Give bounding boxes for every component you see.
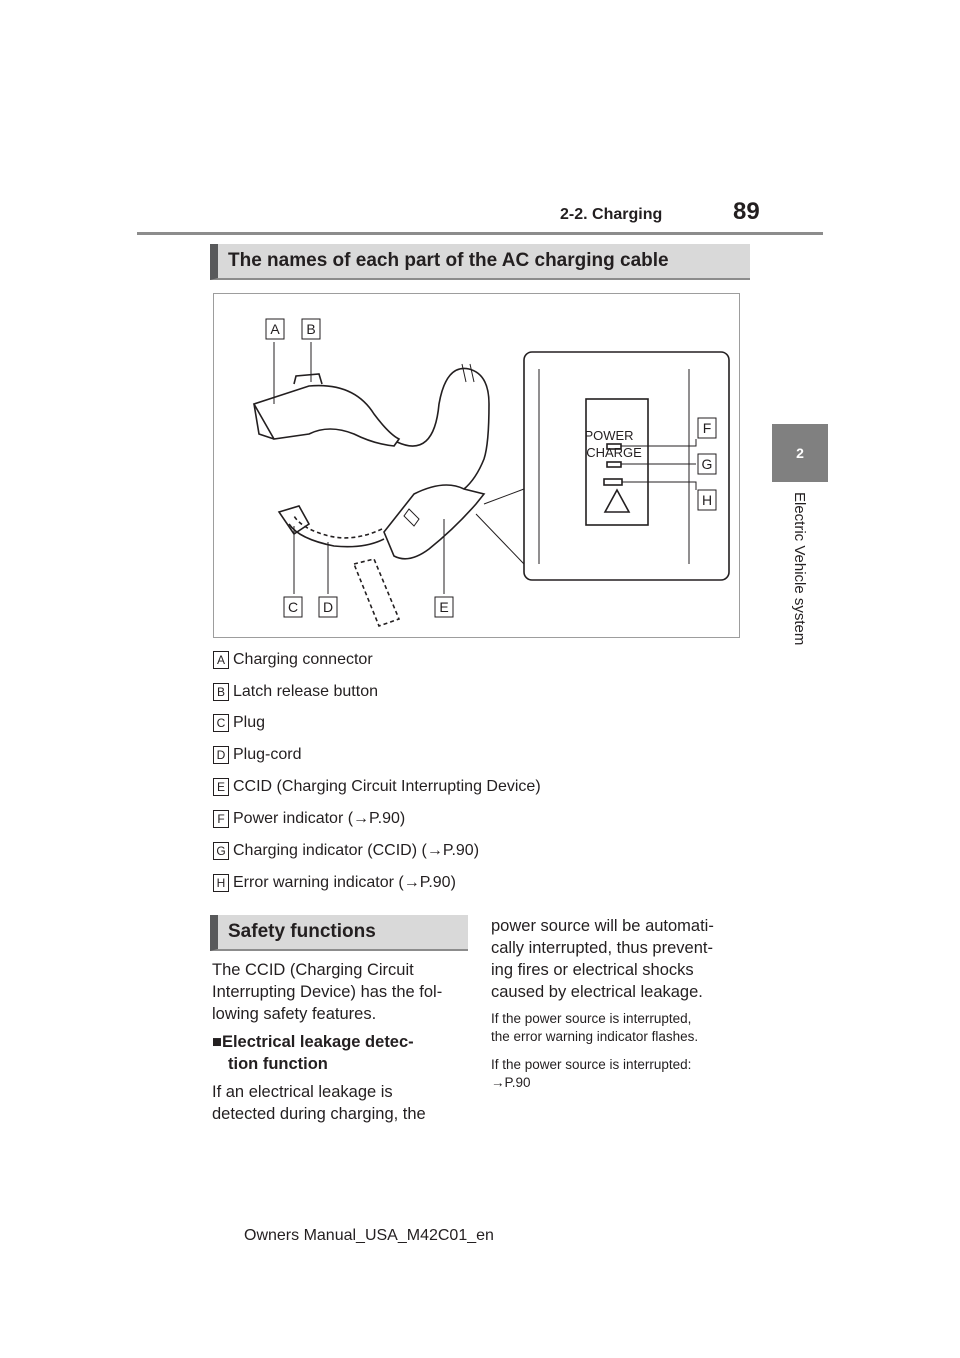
section-heading-text: The names of each part of the AC charging cable: [228, 250, 669, 271]
callout-e: [435, 597, 453, 617]
legend-text: Plug-cord: [233, 746, 302, 763]
section-heading-safety: [210, 915, 468, 951]
svg-text:F: F: [702, 420, 712, 436]
callout-d: [319, 597, 337, 617]
legend-item: [213, 683, 378, 701]
legend-item: [213, 874, 456, 892]
note-interrupted-flashes: If the power source is interrupted, the error warning indicator flashes.: [491, 1011, 699, 1044]
legend-badge: H: [213, 874, 229, 892]
svg-text:H: H: [701, 492, 713, 508]
svg-text:B: B: [306, 321, 316, 337]
section-heading-part-names: [210, 244, 750, 280]
callout-a: [266, 319, 284, 339]
legend-item: [213, 810, 405, 828]
callout-g: [698, 454, 716, 474]
page-number: 89: [733, 198, 760, 225]
charging-connector-shape: [254, 386, 399, 446]
legend-item: [213, 714, 265, 732]
legend-text: Latch release button: [233, 683, 378, 700]
legend-badge: A: [213, 651, 229, 669]
error-indicator-lamp: [604, 479, 622, 485]
legend-text: Error warning indicator (→P.90): [233, 874, 456, 891]
bullet-heading-leakage: ■Electrical leakage detec- tion function: [212, 1033, 414, 1073]
legend-item: [213, 651, 373, 669]
footer-manual-id: Owners Manual_USA_M42C01_en: [244, 1227, 494, 1244]
legend-text: Charging connector: [233, 651, 373, 668]
panel-charge-label: CHARGE: [586, 445, 642, 460]
chapter-number: 2: [796, 445, 804, 461]
callout-f: [698, 418, 716, 438]
chapter-label-text: Electric Vehicle system: [791, 492, 808, 646]
legend-item: [213, 778, 541, 796]
legend-item: [213, 842, 479, 860]
svg-text:E: E: [439, 599, 449, 615]
leakage-paragraph: If an electrical leakage is detected during charging, the: [212, 1083, 426, 1123]
charging-indicator-lamp: [607, 462, 621, 467]
legend-badge: C: [213, 714, 229, 732]
callout-b: [302, 319, 320, 339]
legend-badge: E: [213, 778, 229, 796]
legend-badge: F: [213, 810, 229, 828]
legend-item: [213, 746, 301, 764]
charging-cable-drawing: [214, 294, 739, 637]
latch-release-shape: [294, 374, 322, 384]
charging-cable-illustration: [213, 293, 740, 638]
safety-intro: The CCID (Charging Circuit Interrupting Device) has the fol- lowing safety features.: [212, 961, 443, 1023]
chapter-tab: [772, 424, 828, 482]
svg-text:C: C: [287, 599, 299, 615]
section-heading-text: Safety functions: [228, 921, 376, 942]
svg-text:G: G: [701, 456, 713, 472]
ccid-shape: [384, 485, 484, 559]
callout-c: [284, 597, 302, 617]
header-rule: [137, 232, 823, 235]
panel-power-label: POWER: [584, 428, 634, 443]
svg-text:A: A: [270, 321, 280, 337]
legend-text: CCID (Charging Circuit Interrupting Device): [233, 778, 541, 795]
note-interrupted-reference: If the power source is interrupted: →P.90: [491, 1057, 692, 1090]
legend-text: Power indicator (→P.90): [233, 810, 406, 827]
legend-badge: B: [213, 683, 229, 701]
legend-badge: D: [213, 746, 229, 764]
leakage-paragraph-continued: power source will be automati- cally interrupted, thus prevent- ing fires or electrical shocks caused by electrical leakage.: [491, 917, 714, 1001]
legend-badge: G: [213, 842, 229, 860]
callout-h: [698, 490, 716, 510]
svg-text:D: D: [322, 599, 334, 615]
header-section-title: 2-2. Charging: [560, 206, 663, 223]
legend-text: Charging indicator (CCID) (→P.90): [233, 842, 480, 859]
chapter-tab-label: [774, 492, 824, 672]
legend-text: Plug: [233, 714, 266, 731]
warning-triangle-icon: [605, 490, 629, 512]
